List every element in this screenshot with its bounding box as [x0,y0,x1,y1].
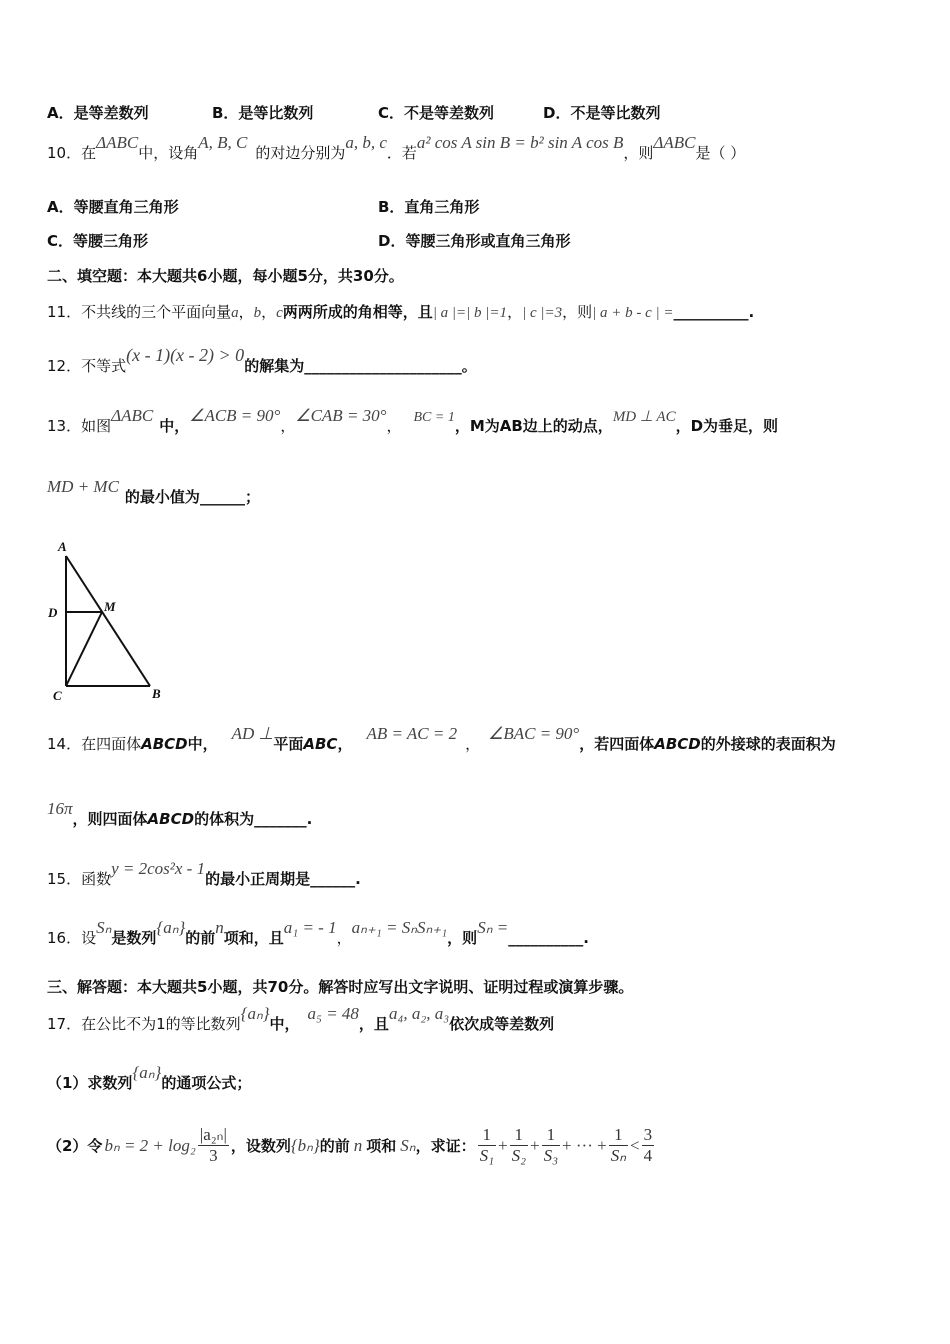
q10-number: 10．在 [47,144,97,162]
q11-sep1: ， [238,303,254,321]
q13-stem-2 [47,477,260,507]
q12-number: 12．不等式 [47,357,127,375]
q13-text1: 中， [159,417,190,435]
q17-part2-text1: ，设数列 [230,1137,291,1155]
q17-part2-text4: ，求证： [415,1137,476,1155]
q15-text1: 的最小正周期是 [205,870,311,888]
q11-sep2: ， [261,303,277,321]
q17-fraction-3 [542,1125,560,1166]
q17-fracn-num: 1 [609,1125,628,1146]
q12-answer-blank: _____________________。 [304,357,477,375]
q17-part2-sn: Sₙ [400,1135,416,1155]
q9-choice-a: A．是等差数列 [47,104,149,122]
q14-text6: ，则四面体 [72,810,148,828]
q16-sn: Sₙ [96,918,112,937]
q14-sep1: ， [465,735,481,753]
q14-name1: ABCD [141,735,188,753]
q17-frac3-num: 1 [542,1125,560,1146]
q17-less-than: < [629,1135,640,1155]
q14-name2: ABC [303,735,338,753]
label-c: C [53,688,62,703]
q16-cond2: aₙ₊₁ = SₙSₙ₊₁ [351,918,448,937]
q13-stem [47,406,779,436]
q9-choice-d: D．不是等比数列 [543,104,661,122]
q14-cond1: AD ⊥ [231,724,274,743]
q11-stem [47,301,754,322]
q10-equation: a² cos A sin B = b² sin A cos B [416,133,624,152]
q14-name4: ABCD [147,810,195,828]
q10-angles: A, B, C [198,133,248,152]
q17-part2-n: n [353,1135,363,1155]
q12-text1: 的解集为 [244,357,305,375]
q17-part2-log-denominator: 3 [209,1146,218,1165]
q14-cond3: ∠BAC = 90° [488,724,580,743]
q10-text5: 是（ ） [695,144,746,162]
q10-triangle: ΔABC [96,133,139,152]
q13-triangle: ΔABC [111,406,154,425]
q15-function: y = 2cos²x - 1 [111,859,206,878]
segment-cm [66,612,102,686]
q11-cond2: | c |=3 [522,305,563,321]
q14-name3: ABCD [654,735,701,753]
q11-vector-c: c [276,305,283,321]
q10-triangle2: ΔABC [653,133,696,152]
q17-part2-text3: 项和 [366,1137,397,1155]
q17-frac1-num: 1 [478,1125,496,1146]
q11-text2: ，则 [562,303,593,321]
q13-text3: ，D为垂足，则 [675,417,779,435]
q17-sequence: {aₙ} [240,1004,270,1023]
q17-part2-log-fraction [198,1125,229,1166]
q9-choice-c: C．不是等差数列 [378,104,495,122]
q17-frac2-den: S₂ [511,1146,527,1165]
q17-part2-bn: bₙ = 2 + log₂ [104,1135,196,1155]
q14-text5: 的外接球的表面积为 [700,735,836,753]
q12-inequality: (x - 1)(x - 2) > 0 [126,345,245,365]
q16-text4: ，则 [447,929,478,947]
q13-number: 13．如图 [47,417,112,435]
q17-number: 17．在公比不为1的等比数列 [47,1015,241,1033]
label-m: M [104,599,116,614]
q16-stem [47,918,589,948]
q17-part1-sequence: {aₙ} [132,1063,162,1082]
q17-text1: 中， [269,1015,300,1033]
q16-number: 16．设 [47,929,97,947]
q14-text1: 中， [187,735,218,753]
q16-sn2: Sₙ = [477,918,509,937]
label-d: D [48,605,58,620]
q13-answer-blank: ______； [199,488,260,506]
q15-stem [47,859,361,889]
q17-stem [47,1004,555,1034]
q13-cond2: ∠CAB = 30° [295,406,387,425]
q17-fraction-1 [478,1125,496,1166]
q17-part1 [47,1063,252,1093]
q17-part2 [47,1125,656,1166]
q13-text2: ，M为AB边上的动点， [454,417,613,435]
q11-text1: 两两所成的角相等，且 [282,303,433,321]
q10-text1: 中，设角 [138,144,199,162]
q11-number: 11．不共线的三个平面向量 [47,303,232,321]
q16-n: n [215,918,224,937]
q17-plus1: + [498,1135,508,1155]
q12-stem [47,345,477,376]
q17-part2-text2: 的前 [319,1137,350,1155]
q17-part1-text: 的通项公式； [161,1074,252,1092]
q14-text7: 的体积为 [194,810,255,828]
q10-sides: a, b, c [345,133,387,152]
q13-expression: MD + MC [47,477,119,496]
q14-number: 14．在四面体 [47,735,142,753]
segment-ab [66,556,150,686]
q17-cond2: a₄, a₂, a₃ [388,1004,450,1023]
q14-text2: 平面 [273,735,304,753]
q14-stem-2 [47,799,313,829]
q17-text2: ，且 [358,1015,389,1033]
q17-fraction-result [642,1125,655,1166]
q14-value: 16π [47,799,73,818]
q10-choice-a: A．等腰直角三角形 [47,198,179,216]
q11-expression: | a + b - c | = [592,305,674,321]
section-solve-heading: 三、解答题：本大题共5小题，共70分。解答时应写出文字说明、证明过程或演算步骤。 [47,978,634,996]
q17-fracn-den: Sₙ [610,1146,626,1165]
q13-text4: 的最小值为 [124,488,200,506]
q17-part2-label: （2）令 [47,1137,103,1155]
q11-answer-blank: __________. [673,303,755,321]
q17-cond1: a₅ = 48 [307,1004,359,1023]
q13-sep1: ， [280,417,296,435]
label-a: A [58,539,67,554]
q10-choice-c: C．等腰三角形 [47,232,149,250]
q16-sequence: {aₙ} [156,918,186,937]
q13-cond3: BC = 1 [413,410,455,425]
q13-cond1: ∠ACB = 90° [189,406,281,425]
q13-cond4: MD ⊥ AC [612,409,676,425]
q11-vector-b: b [253,305,262,321]
q16-text1: 是数列 [111,929,157,947]
q10-stem [47,133,746,163]
q17-part2-log-numerator: |a₂ₙ| [199,1125,227,1144]
section-fill-in-heading: 二、填空题：本大题共6小题，每小题5分，共30分。 [47,267,404,285]
q10-choice-b: B．直角三角形 [378,198,480,216]
q14-answer-blank: _______. [254,810,313,828]
q17-part2-sequence: {bₙ} [290,1135,320,1155]
q14-cond2: AB = AC = 2 [366,724,458,743]
q14-text4: ，若四面体 [579,735,655,753]
q16-sep1: ， [336,929,352,947]
q17-result-num: 3 [643,1125,653,1144]
q16-answer-blank: __________. [508,929,589,947]
q10-text2: 的对边分别为 [255,144,346,162]
q16-text3: 项和，且 [223,929,284,947]
q11-cond1: | a |=| b |=1 [432,305,508,321]
label-b: B [152,686,161,701]
q16-cond1: a₁ = - 1 [283,918,337,937]
q17-fraction-n [609,1125,628,1166]
q17-text3: 依次成等差数列 [449,1015,555,1033]
q17-plus2: + [530,1135,540,1155]
triangle-figure [40,538,180,712]
q15-number: 15．函数 [47,870,112,888]
q14-stem [47,724,836,754]
q17-frac1-den: S₁ [479,1146,494,1165]
q17-frac3-den: S₃ [543,1146,559,1165]
q14-text3: ， [337,735,353,753]
q10-choice-d: D．等腰三角形或直角三角形 [378,232,571,250]
q10-text3: ．若 [386,144,417,162]
q15-answer-blank: ______. [310,870,361,888]
q17-result-den: 4 [643,1146,653,1165]
q17-frac2-num: 1 [510,1125,528,1146]
q17-part1-label: （1）求数列 [47,1074,133,1092]
q9-choice-b: B．是等比数列 [212,104,314,122]
q16-text2: 的前 [185,929,216,947]
q11-vector-a: a [231,305,239,321]
q17-ellipsis: + ··· + [562,1135,607,1155]
q10-text4: ，则 [623,144,654,162]
q13-sep2: ， [386,417,402,435]
q11-sep3: ， [507,303,523,321]
q17-fraction-2 [510,1125,528,1166]
